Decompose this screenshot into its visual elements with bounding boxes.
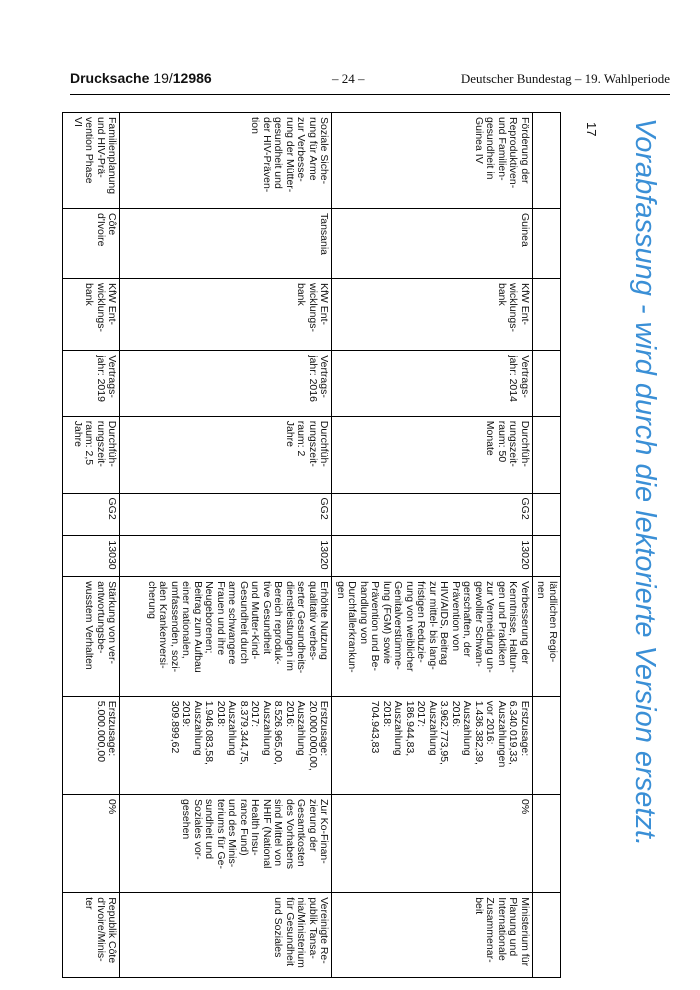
cell-partner: Vereinigte Re- publik Tansa- nia/Ministerium für Gesundheit und Soziales (120, 893, 332, 978)
doc-number: 12986 (172, 70, 212, 86)
cell-code1 (533, 493, 561, 536)
cell-country: Tansania (120, 208, 332, 278)
table-row (533, 113, 561, 978)
cell-duration: Durchfüh- rungszeit- raum: 2,5 Jahre (63, 416, 120, 493)
draft-watermark: Vorabfassung - wird durch die lektorierte Version ersetzt. (629, 118, 661, 847)
cell-project: Soziale Siche- rung für Arme zur Verbesse- rung der Mütter- gesundheit und der HIV-Präven- tion (120, 113, 332, 209)
table-row (63, 113, 120, 978)
parliament-label: Deutscher Bundestag – 19. Wahlperiode (460, 71, 670, 86)
cell-code1: GG2 (120, 493, 332, 536)
cell-year: Vertrags- jahr: 2014 (332, 351, 533, 416)
cell-goal: ländlichen Regio- nen (533, 577, 561, 697)
page-number: – 24 – (332, 71, 365, 86)
cell-amount (533, 696, 561, 794)
cell-year (533, 351, 561, 416)
doc-label: Drucksache (70, 70, 150, 86)
table-page-number: 17 (584, 122, 599, 137)
cell-code2: 13020 (332, 536, 533, 577)
rotated-table-wrapper (72, 112, 561, 978)
cell-amount: Erstzusage: 5.000.000,00 (63, 696, 120, 794)
cell-duration: Durchfüh- rungszeit- raum: 50 Monate (332, 416, 533, 493)
page-header (70, 70, 670, 90)
cell-goal: Stärkung von ver- antwortungsbe- wusstem Verhalten (63, 577, 120, 697)
cell-country (533, 208, 561, 278)
cell-year: Vertrags- jahr: 2016 (120, 351, 332, 416)
table-row (332, 113, 533, 978)
cell-partner (533, 893, 561, 978)
cell-project: Förderung der Reproduktiven- und Familien- gesundheit in Guinea IV (332, 113, 533, 209)
table-row (120, 113, 332, 978)
cell-country: Côte d'Ivoire (63, 208, 120, 278)
cell-cofin: Zur Ko-Finan- zierung der Gesamtkosten des Vorhabens sind Mittel von NHIF (National Health Insu- rance Fund) und des Minis- teriums für Ge- sundheit und Soziales vor- gesehen (120, 794, 332, 892)
cell-org: KfW Ent- wicklungs- bank (63, 278, 120, 350)
cell-partner: Ministerium für Planung und Internationale Zusammenar- beit (332, 893, 533, 978)
cell-org: KfW Ent- wicklungs- bank (120, 278, 332, 350)
cell-code2: 13020 (120, 536, 332, 577)
project-table (63, 112, 562, 978)
cell-code2 (533, 536, 561, 577)
header-rule (70, 94, 670, 95)
doc-number-prefix: 19/ (153, 70, 173, 86)
cell-project (533, 113, 561, 209)
cell-country: Guinea (332, 208, 533, 278)
cell-code2: 13030 (63, 536, 120, 577)
cell-project: Familienplanung und HIV-Prä- vention Phase VI (63, 113, 120, 209)
cell-amount: Erstzusage: 6.340.019,33, Auszahlungen vor 2016: 1.436.382,39, Auszahlung 2016: 3.962.773,95, Auszahlung 2017: 186.944,83, Auszahlung 2018: 704.943,83 (332, 696, 533, 794)
cell-duration: Durchfüh- rungszeit- raum: 2 Jahre (120, 416, 332, 493)
cell-cofin: 0% (332, 794, 533, 892)
cell-code1: GG2 (332, 493, 533, 536)
cell-org: KfW Ent- wicklungs- bank (332, 278, 533, 350)
cell-partner: Republik Côte d'Ivoire/Minis- ter (63, 893, 120, 978)
cell-org (533, 278, 561, 350)
cell-goal: Erhöhte Nutzung qualitativ verbes- serter Gesundheits- dienstleistungen im Bereich reproduk- tive Gesundheit und Mutter-Kind- Gesundheit durch arme schwangere Frauen und ihre Neugeborenen; Beitrag zum Aufbau einer nationalen, umfassenden, sozi- alen Krankenversi- cherung (120, 577, 332, 697)
cell-year: Vertrags- jahr: 2019 (63, 351, 120, 416)
cell-duration (533, 416, 561, 493)
cell-amount: Erstzusage: 20.000.000,00, Auszahlung 2016: 8.526.965,00, Auszahlung 2017: 8.379.344,75, Auszahlung 2018: 1.946.083,58, Auszahlung 2019: 309.899,62 (120, 696, 332, 794)
cell-cofin (533, 794, 561, 892)
cell-code1: GG2 (63, 493, 120, 536)
cell-cofin: 0% (63, 794, 120, 892)
cell-goal: Verbesserung der Kenntnisse, Haltun- gen und Praktiken zur Vermeidung un- gewollter Schwan- gerschaften, der Prävention von HIV/AIDS, Beitrag zur mittel- bis lang- fristigen Reduzie- rung von weiblicher Genitalverstümme- lung (FGM) sowie Prävention und Be- handlung von Durchfallerkrankun- gen (332, 577, 533, 697)
document-number (70, 70, 212, 86)
